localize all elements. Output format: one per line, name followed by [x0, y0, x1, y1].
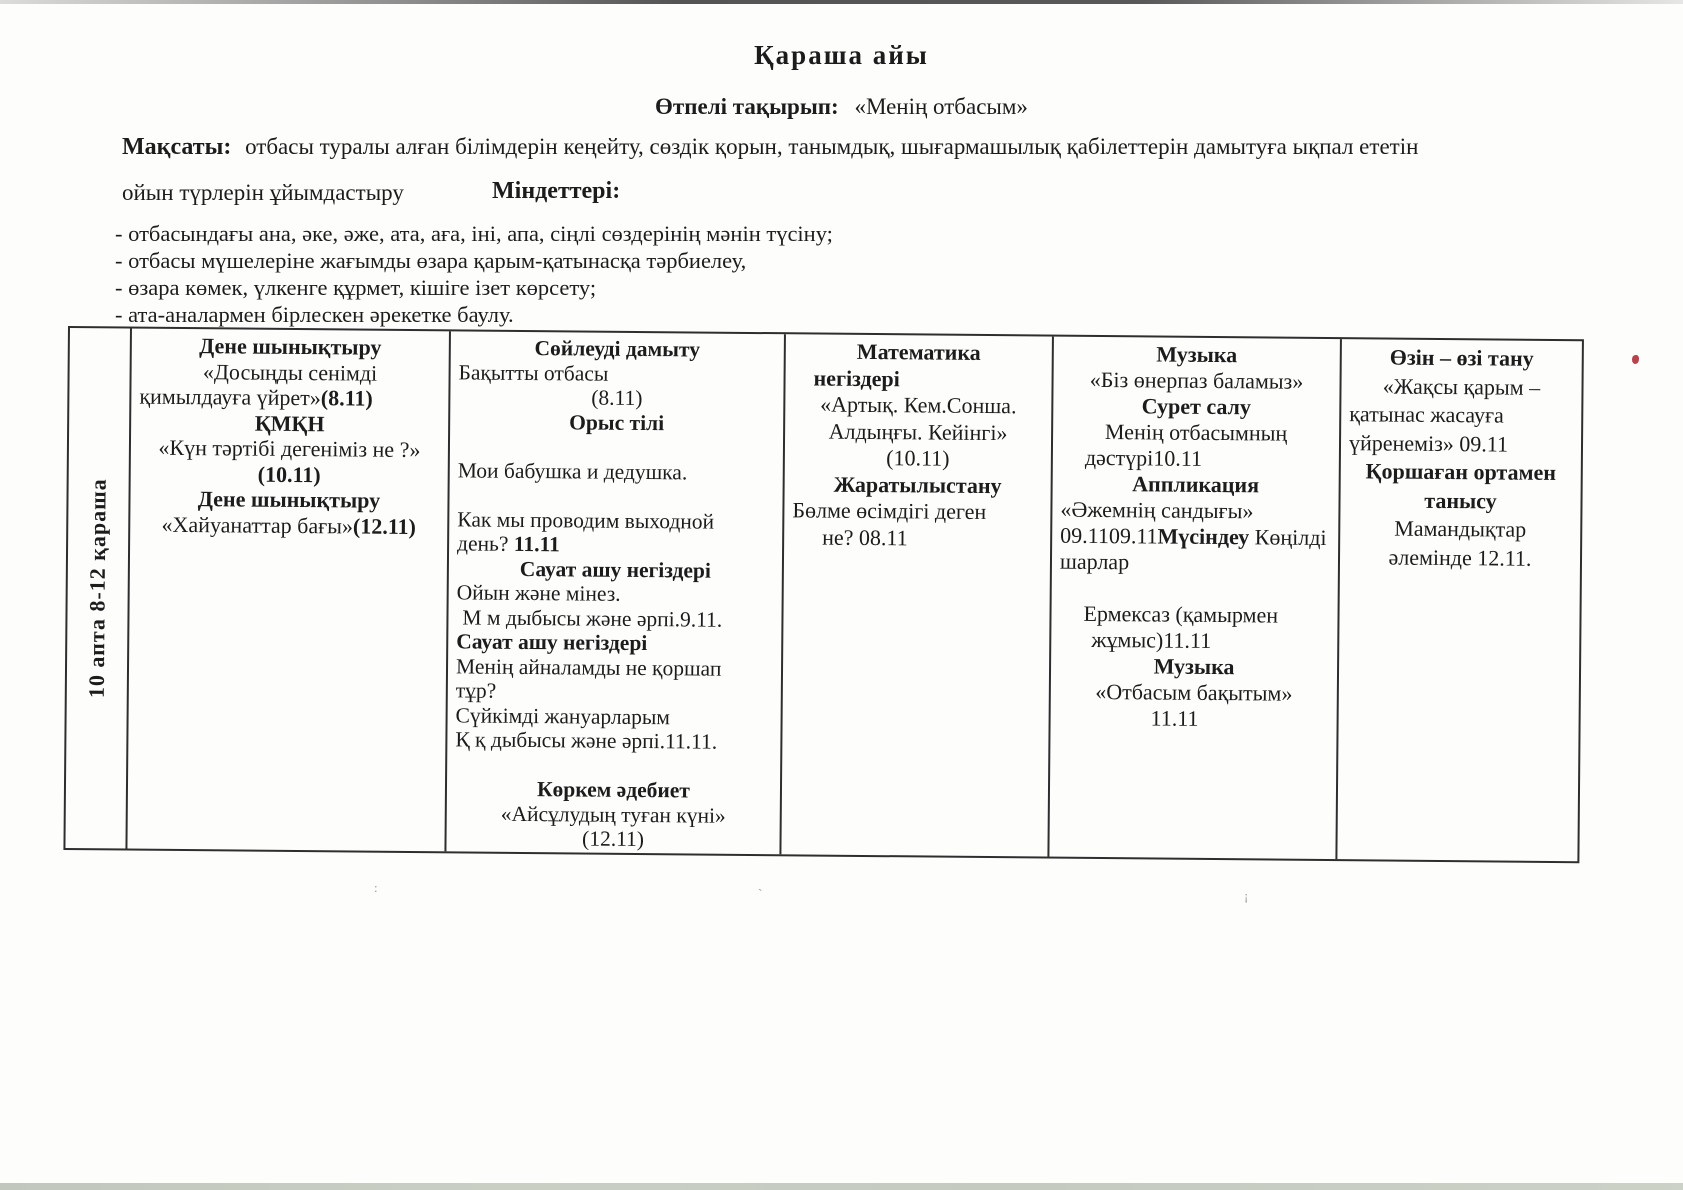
cell-line [457, 482, 774, 509]
cell-line [458, 433, 775, 460]
cell-line: Мамандықтар [1394, 515, 1527, 542]
cell-line: Бөлме өсімдігі деген [792, 497, 987, 525]
cell-line: Сауат ашу негіздері [456, 629, 648, 656]
cell-line: Менің отбасымның [1104, 419, 1288, 446]
cell-line: Қ қ дыбысы және әрпі.11.11. [455, 727, 718, 754]
cell-line: «Біз өнерпаз баламыз» [1089, 366, 1304, 394]
cell-line: Алдыңғы. Кейінгі» [828, 418, 1008, 445]
goal-text-line2: ойын түрлерін ұйымдастыру [122, 180, 404, 205]
cell-line: қимылдауға үйрет»(8.11) [139, 383, 373, 411]
cell-line: «Әжемнің сандығы» [1060, 496, 1254, 524]
scanner-top-edge-artifact [0, 0, 1683, 4]
goal-line [122, 134, 1602, 161]
cell-line: Мои бабушка и дедушка. [457, 457, 688, 484]
cell-line: М м дыбысы және әрпі.9.11. [462, 604, 723, 632]
cell-line: танысу [1424, 487, 1497, 513]
cell-line: Өзін – өзі тану [1389, 344, 1534, 371]
scan-speck: ¡ [1244, 888, 1249, 903]
task-item: - отбасындағы ана, әке, әже, ата, аға, іні, апа, сіңлі сөздерінің мәнін түсіну; [115, 221, 833, 246]
cell-line: Сауат ашу негіздері [519, 556, 712, 583]
cell-line: Музыка [1153, 653, 1235, 680]
scan-speck: ` [758, 886, 763, 901]
cell-line: Математика [856, 338, 981, 365]
cell-line: Дене шынықтыру [199, 333, 382, 360]
cell-line: (12.11) [581, 826, 645, 852]
week-label: 10 апта 8-12 қараша [83, 478, 111, 699]
red-ink-speck [1632, 355, 1639, 364]
task-item: - ата-аналармен бірлескен әрекетке баулу. [115, 302, 514, 327]
transition-topic-value: «Менің отбасым» [854, 94, 1028, 119]
page-title: Қараша айы [754, 40, 929, 70]
scan-speck: : [374, 880, 378, 895]
cell-line: Ойын және мінез. [456, 580, 621, 606]
cell-line: (10.11) [257, 461, 321, 487]
cell-line: «Досыңды сенімді [202, 358, 378, 386]
cell-line: «Артық. Кем.Сонша. [820, 391, 1017, 419]
cell-line: Қоршаған ортамен [1365, 458, 1557, 485]
weekly-schedule-table [63, 326, 1584, 863]
task-item: - өзара көмек, үлкенге құрмет, кішіге ізет көрсету; [115, 275, 597, 300]
cell-line: Сурет салу [1141, 393, 1252, 420]
cell-line [1060, 575, 1330, 603]
cell-line: дәстүрі10.11 [1084, 444, 1203, 471]
cell-line: Орыс тілі [569, 409, 665, 435]
table-cell-self-knowledge [1335, 339, 1582, 861]
cell-line: Ермексаз (қамырмен [1083, 600, 1279, 628]
cell-line: әлемінде 12.11. [1388, 544, 1532, 571]
goal-text: отбасы туралы алған білімдерін кеңейту, сөздік қорын, танымдық, шығармашылық қабілеттерін дамытуға ықпал ететін [245, 134, 1419, 159]
tasks-list [115, 220, 1515, 328]
cell-line: Жаратылыстану [833, 471, 1002, 498]
cell-line: «Хайуанаттар бағы»(12.11) [161, 511, 417, 539]
cell-line: (10.11) [886, 445, 950, 471]
cell-line: Аппликация [1132, 471, 1260, 498]
transition-topic-line [0, 94, 1683, 120]
cell-line: (8.11) [591, 385, 643, 411]
scanner-bottom-edge-artifact [0, 1183, 1683, 1190]
cell-line: 09.1109.11Мүсіндеу Көңілді [1060, 522, 1327, 550]
cell-line: қатынас жасауға [1349, 401, 1504, 428]
tasks-label: Міндеттері: [492, 178, 621, 204]
cell-line: «Жақсы қарым – [1382, 372, 1541, 400]
cell-line: Көркем әдебиет [536, 777, 691, 803]
cell-line: «Отбасым бақытым» [1095, 678, 1293, 706]
cell-line: жұмыс)11.11 [1091, 626, 1212, 653]
cell-line: ҚМҚН [254, 410, 325, 436]
cell-line: Бақытты отбасы [458, 359, 609, 386]
cell-line: Дене шынықтыру [197, 486, 381, 513]
transition-topic-label: Өтпелі тақырып: [655, 94, 839, 119]
table-cell-music-art [1047, 337, 1340, 859]
cell-line: Музыка [1156, 341, 1238, 368]
week-label-cell [65, 328, 130, 849]
cell-line: «Айсұлудың туған күні» [500, 801, 726, 828]
table-cell-physical-education [125, 329, 449, 852]
table-cell-mathematics [779, 334, 1052, 856]
table-cell-speech-development [444, 331, 784, 854]
cell-line: Менің айналамды не қоршап [455, 653, 722, 681]
cell-line: Сөйлеуді дамыту [534, 336, 701, 362]
cell-line: 11.11 [1150, 705, 1199, 731]
cell-line: день? 11.11 [457, 531, 560, 557]
cell-line: үйренеміз» 09.11 [1348, 429, 1509, 457]
task-item: - отбасы мүшелеріне жағымды өзара қарым-қатынасқа тәрбиелеу, [115, 248, 747, 273]
cell-line: не? 08.11 [822, 524, 908, 550]
goal-label: Мақсаты: [122, 134, 232, 160]
cell-line: шарлар [1059, 548, 1130, 575]
cell-line: негіздері [813, 365, 900, 391]
cell-line: «Күн тәртібі дегеніміз не ?» [158, 434, 421, 463]
cell-line: Как мы проводим выходной [457, 506, 715, 534]
cell-line: тұр? [455, 678, 497, 703]
cell-line: Сүйкімді жануарларым [455, 702, 671, 729]
cell-line [455, 752, 772, 779]
